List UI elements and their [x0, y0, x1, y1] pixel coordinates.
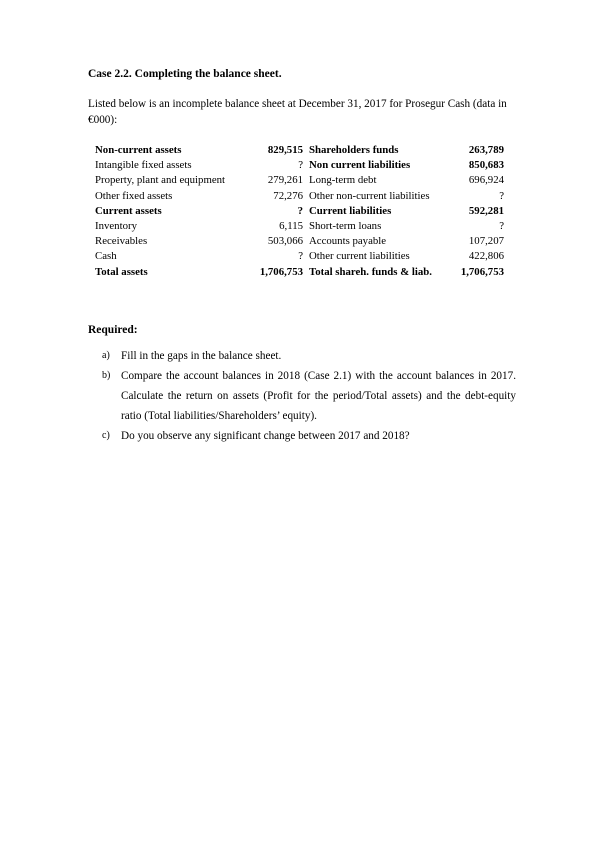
left-label: Current assets	[95, 204, 162, 217]
required-heading: Required:	[88, 324, 138, 336]
question-item	[88, 426, 516, 446]
right-value: 592,281	[468, 204, 504, 217]
right-label: Long-term debt	[309, 174, 377, 187]
balance-sheet-table	[95, 143, 504, 280]
balance-sheet-row	[95, 173, 504, 188]
question-text: Fill in the gaps in the balance sheet.	[121, 350, 282, 362]
case-title: Case 2.2. Completing the balance sheet.	[88, 68, 282, 80]
balance-sheet-row	[95, 219, 504, 234]
right-label: Total shareh. funds & liab.	[309, 265, 433, 278]
balance-sheet-row	[95, 189, 504, 204]
left-label: Total assets	[95, 265, 148, 278]
intro-paragraph: Listed below is an incomplete balance sheet at December 31, 2017 for Prosegur Cash (data in €000):	[88, 98, 507, 126]
right-label: Non current liabilities	[309, 159, 411, 172]
left-label: Non-current assets	[95, 144, 182, 156]
right-value: 107,207	[468, 235, 504, 248]
left-value: 829,515	[267, 144, 303, 156]
right-label: Short-term loans	[309, 220, 382, 233]
left-label: Cash	[95, 250, 117, 263]
left-label: Other fixed assets	[95, 189, 173, 202]
right-value: 422,806	[468, 250, 504, 263]
balance-sheet-row	[95, 143, 504, 158]
right-value: 1,706,753	[460, 265, 504, 278]
left-value: 279,261	[267, 174, 303, 187]
question-text: Compare the account balances in 2018 (Case 2.1) with the account balances in 2017. Calculate the return on assets (Profit for the period/Total assets) and the debt-equity ratio (Total liabilities/Shareholders’ equity).	[121, 370, 516, 422]
question-item	[88, 346, 516, 366]
left-value: 72,276	[273, 189, 303, 202]
right-label: Current liabilities	[309, 204, 392, 217]
left-value: ?	[298, 159, 303, 172]
left-value: 1,706,753	[259, 265, 303, 278]
right-value: 696,924	[468, 174, 504, 187]
right-value: 850,683	[468, 159, 504, 172]
left-label: Receivables	[95, 235, 148, 248]
right-value: ?	[499, 220, 504, 233]
right-value: 263,789	[468, 144, 504, 156]
question-list	[88, 346, 516, 446]
question-text: Do you observe any significant change between 2017 and 2018?	[121, 430, 410, 442]
balance-sheet-row	[95, 234, 504, 249]
right-label: Accounts payable	[309, 235, 387, 248]
right-label: Other non-current liabilities	[309, 189, 430, 202]
left-label: Intangible fixed assets	[95, 159, 192, 172]
balance-sheet-row	[95, 204, 504, 219]
left-label: Property, plant and equipment	[95, 174, 226, 187]
balance-sheet-row	[95, 265, 504, 280]
question-marker: a)	[102, 350, 110, 361]
left-value: ?	[298, 250, 303, 263]
question-item	[88, 366, 516, 426]
right-value: ?	[499, 189, 504, 202]
question-marker: c)	[102, 430, 110, 441]
left-label: Inventory	[95, 220, 137, 233]
left-value: ?	[297, 204, 303, 217]
left-value: 503,066	[267, 235, 303, 248]
balance-sheet-row	[95, 158, 504, 173]
balance-sheet-row	[95, 249, 504, 264]
right-label: Other current liabilities	[309, 250, 410, 263]
left-value: 6,115	[279, 220, 303, 233]
question-marker: b)	[102, 370, 111, 381]
right-label: Shareholders funds	[309, 144, 399, 156]
